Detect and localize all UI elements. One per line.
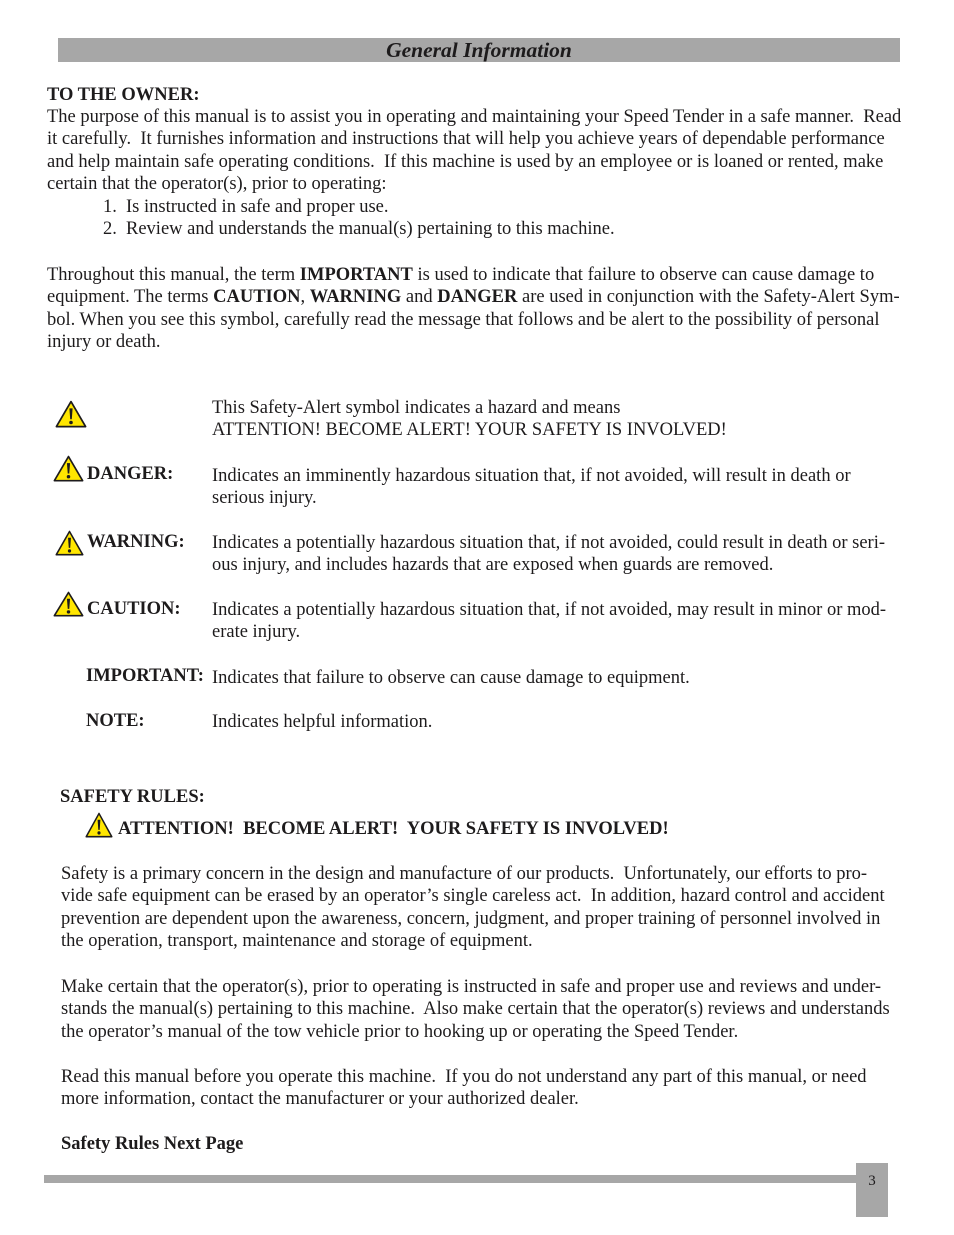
- list-number: 1.: [103, 196, 117, 217]
- paragraph-line: and help maintain safe operating conditions. If this machine is used by an employee or is loaned or rented, make: [47, 151, 884, 172]
- paragraph-line: bol. When you see this symbol, carefully read the message that follows and be alert to the possibility of personal: [47, 309, 880, 330]
- caution-description: [212, 599, 886, 644]
- list-item: [103, 196, 901, 219]
- safety-alert-icon: [53, 591, 84, 617]
- next-page-note: Safety Rules Next Page: [61, 1133, 244, 1154]
- description-line: ATTENTION! BECOME ALERT! YOUR SAFETY IS INVOLVED!: [212, 420, 727, 441]
- term-warning: WARNING: [309, 287, 402, 308]
- paragraph-line: The purpose of this manual is to assist you in operating and maintaining your Speed Tender in a safe manner. Read: [47, 106, 902, 127]
- description-line: serious injury.: [212, 488, 317, 509]
- description-line: Indicates a potentially hazardous situation that, if not avoided, could result in death or seri-: [212, 532, 886, 553]
- safety-alert-icon: [53, 455, 84, 482]
- paragraph-line: Make certain that the operator(s), prior to operating is instructed in safe and proper use and reviews and under-: [61, 976, 882, 997]
- text-segment: are used in conjunction with the Safety-Alert Sym-: [517, 287, 900, 308]
- description-line: Indicates helpful information.: [212, 711, 433, 732]
- list-number: 2.: [103, 219, 117, 240]
- safety-alert-icon: [55, 400, 87, 428]
- paragraph-line: it carefully. It furnishes information and instructions that will help you achieve years of dependable performance: [47, 129, 885, 150]
- paragraph-line: vide safe equipment can be erased by an operator’s single careless act. In addition, hazard control and accident: [61, 886, 885, 907]
- safety-alert-icon: [85, 812, 113, 838]
- safety-alert-icon: [55, 530, 84, 556]
- danger-description: [212, 465, 851, 510]
- paragraph-line: more information, contact the manufacturer or your authorized dealer.: [61, 1089, 579, 1110]
- terms-paragraph: [47, 264, 900, 354]
- section-title: General Information: [386, 38, 572, 62]
- text-segment: and: [401, 287, 438, 308]
- safety-rules-heading: SAFETY RULES:: [60, 786, 205, 807]
- important-label: IMPORTANT:: [86, 665, 204, 686]
- description-line: ous injury, and includes hazards that are exposed when guards are removed.: [212, 555, 774, 576]
- term-important: IMPORTANT: [299, 264, 413, 285]
- safety-paragraph: [61, 863, 885, 953]
- safety-alert-description: [212, 397, 727, 442]
- list-item: [103, 218, 901, 241]
- description-line: erate injury.: [212, 622, 301, 643]
- warning-description: [212, 532, 885, 577]
- text-segment: ,: [300, 287, 310, 308]
- description-line: This Safety-Alert symbol indicates a hazard and means: [212, 397, 621, 418]
- safety-paragraph: [61, 1066, 867, 1111]
- paragraph-line: injury or death.: [47, 332, 161, 353]
- term-danger: DANGER: [437, 287, 518, 308]
- description-line: Indicates a potentially hazardous situation that, if not avoided, may result in minor or mod-: [212, 599, 887, 620]
- safety-alert-banner: ATTENTION! BECOME ALERT! YOUR SAFETY IS INVOLVED!: [118, 818, 669, 839]
- paragraph-line: Safety is a primary concern in the design and manufacture of our products. Unfortunately, our efforts to pro-: [61, 863, 868, 884]
- caution-label: CAUTION:: [87, 598, 181, 619]
- list-text: Review and understands the manual(s) pertaining to this machine.: [126, 219, 615, 240]
- important-description: [212, 667, 690, 690]
- note-description: [212, 711, 432, 734]
- text-segment: Throughout this manual, the term: [47, 264, 300, 285]
- paragraph-line: prevention are dependent upon the awareness, concern, judgment, and proper training of personnel involved in: [61, 908, 881, 929]
- danger-label: DANGER:: [87, 463, 174, 484]
- section-header-bar: [58, 38, 900, 62]
- text-segment: is used to indicate that failure to observe can cause damage to: [412, 264, 875, 285]
- paragraph-line: the operator’s manual of the tow vehicle prior to hooking up or operating the Speed Tender.: [61, 1021, 739, 1042]
- owner-heading: TO THE OWNER:: [47, 84, 200, 105]
- page-number-box: [856, 1163, 888, 1217]
- footer-bar: [44, 1175, 856, 1183]
- paragraph-line: stands the manual(s) pertaining to this machine. Also make certain that the operator(s) reviews and understands: [61, 999, 890, 1020]
- owner-paragraph: [47, 106, 901, 242]
- paragraph-line: Read this manual before you operate this machine. If you do not understand any part of this manual, or need: [61, 1066, 867, 1087]
- term-caution: CAUTION: [213, 287, 301, 308]
- paragraph-line: the operation, transport, maintenance and storage of equipment.: [61, 931, 533, 952]
- paragraph-line: [47, 286, 900, 309]
- warning-label: WARNING:: [87, 531, 185, 552]
- list-text: Is instructed in safe and proper use.: [126, 196, 389, 217]
- description-line: Indicates that failure to observe can cause damage to equipment.: [212, 667, 690, 688]
- paragraph-line: certain that the operator(s), prior to operating:: [47, 174, 387, 195]
- safety-paragraph: [61, 976, 890, 1044]
- paragraph-line: [47, 264, 900, 287]
- note-label: NOTE:: [86, 710, 145, 731]
- description-line: Indicates an imminently hazardous situation that, if not avoided, will result in death or: [212, 465, 851, 486]
- text-segment: equipment. The terms: [47, 287, 214, 308]
- page-number: 3: [868, 1173, 876, 1189]
